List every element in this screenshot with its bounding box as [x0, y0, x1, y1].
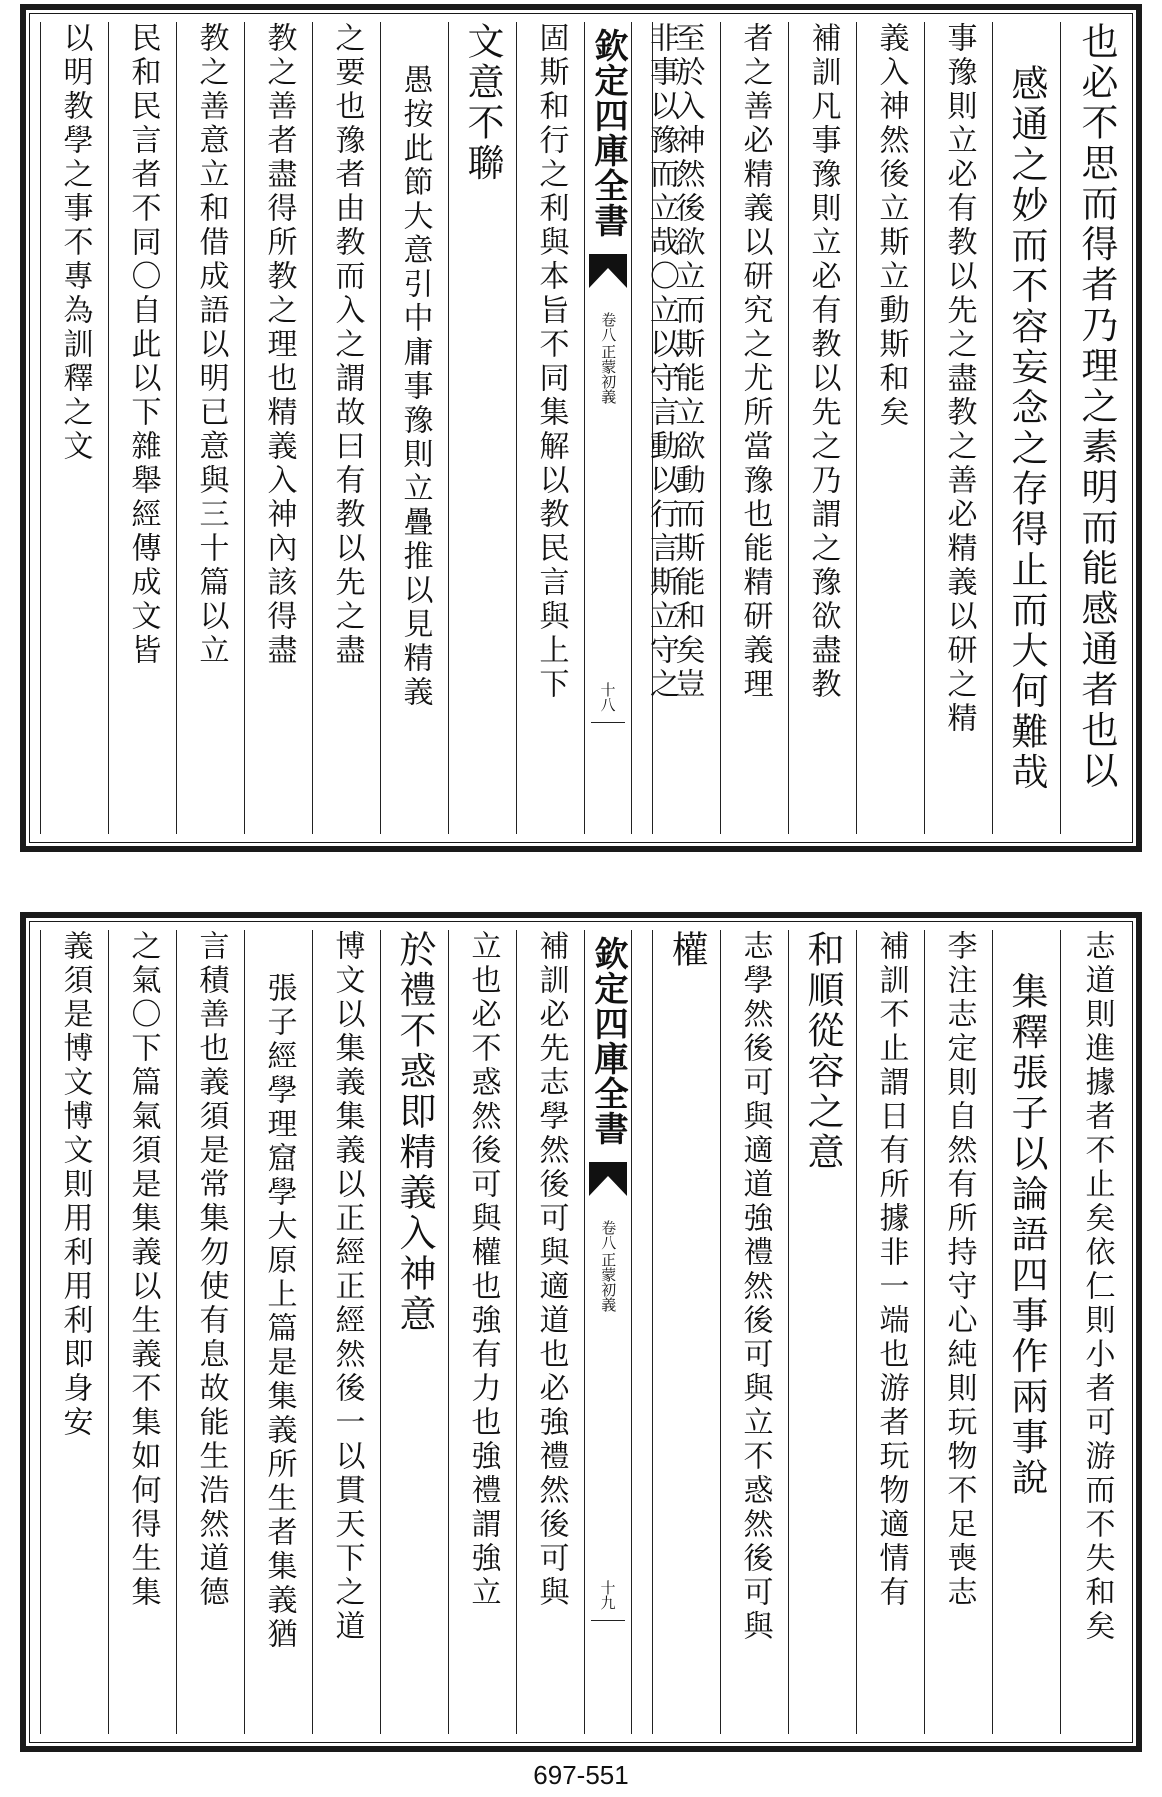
volume-label [600, 312, 617, 404]
column-text: 立也必不惑然後可與權也強有力也強禮謂強立 [465, 930, 501, 1610]
volume-line: 卷八 [599, 1220, 618, 1250]
column [992, 22, 1060, 834]
column [40, 22, 108, 834]
column-text: 李注志定則自然有所持守心純則玩物不足喪志 [941, 930, 977, 1610]
column-text: 之氣〇下篇氣須是集義以生義不集如何得生集 [125, 930, 161, 1610]
column [720, 930, 788, 1734]
column [380, 930, 448, 1734]
leaf-number: 十八 [598, 682, 617, 712]
column [176, 22, 244, 834]
volume-line: 卷八 [599, 312, 618, 342]
column-text: 也必不思而得者乃理之素明而能感通者也以 [1075, 22, 1118, 792]
column-text: 者之善必精義以研究之尤所當豫也能精研義理 [737, 22, 773, 702]
column-text: 於禮不惑即精義入神意 [393, 930, 436, 1335]
top-page [20, 4, 1142, 852]
volume-line: 正蒙初義 [599, 1252, 618, 1312]
column-text: 言積善也義須是常集勿使有息故能生浩然道德 [193, 930, 229, 1610]
column-text: 義入神然後立斯立動斯和矣 [873, 22, 909, 430]
column-text: 權 [665, 930, 708, 971]
column [788, 22, 856, 834]
column-text: 愚按此節大意引中庸事豫則立疊推以見精義 [397, 64, 433, 710]
column-text: 以明教學之事不專為訓釋之文 [57, 22, 93, 464]
fish-tail-mark-icon [589, 1162, 627, 1196]
fish-tail-mark-icon [589, 254, 627, 288]
column-text: 感通之妙而不容妄念之存得止而大何難哉 [1005, 64, 1048, 793]
column-text: 補訓必先志學然後可與適道也必強禮然後可與 [533, 930, 569, 1610]
column-text: 教之善意立和借成語以明已意與三十篇以立 [193, 22, 229, 668]
column-text: 博文以集義集義以正經正經然後一以貫天下之道 [329, 930, 365, 1644]
column [380, 22, 448, 834]
column [632, 22, 690, 834]
column [244, 22, 312, 834]
column [856, 22, 924, 834]
column-text: 義須是博文博文則用利用利即身安 [57, 930, 93, 1440]
column [652, 930, 720, 1734]
column-text: 固斯和行之利與本旨不同集解以教民言與上下 [533, 22, 569, 702]
column-text: 教之善者盡得所教之理也精義入神內該得盡 [261, 22, 297, 668]
column-text: 之要也豫者由教而入之謂故曰有教以先之盡 [329, 22, 365, 668]
column [992, 930, 1060, 1734]
column-text: 至於入神然後欲立而斯能立欲動而斯能和矣豈 [669, 22, 705, 702]
bottom-page [20, 912, 1142, 1752]
column-text: 事豫則立必有教以先之盡教之善必精義以研之精 [941, 22, 977, 736]
book-title: 欽定四庫全書 [588, 936, 628, 1146]
divider [591, 1620, 625, 1621]
column-text: 志道則進據者不止矣依仁則小者可游而不失和矣 [1079, 930, 1115, 1644]
divider [591, 722, 625, 723]
center-gutter [584, 930, 632, 1734]
column [1060, 930, 1132, 1734]
column-text: 文意不聯 [461, 22, 504, 184]
column-text: 志學然後可與適道強禮然後可與立不惑然後可與 [737, 930, 773, 1644]
column [244, 930, 312, 1734]
column-text: 補訓凡事豫則立必有教以先之乃謂之豫欲盡教 [805, 22, 841, 702]
page-number: 697-551 [533, 1760, 629, 1790]
column [788, 930, 856, 1734]
column [632, 930, 652, 1734]
column [924, 22, 992, 834]
column-text: 民和民言者不同〇自此以下雜舉經傳成文皆 [125, 22, 161, 668]
leaf-number: 十九 [598, 1580, 617, 1610]
center-gutter [584, 22, 632, 834]
column [516, 22, 584, 834]
column [448, 22, 516, 834]
book-title: 欽定四庫全書 [588, 28, 628, 238]
column-text: 張子經學理窟學大原上篇是集義所生者集義猶 [261, 972, 297, 1652]
volume-line: 正蒙初義 [599, 344, 618, 404]
column [720, 22, 788, 834]
column [108, 930, 176, 1734]
column-text: 補訓不止謂日有所據非一端也游者玩物適情有 [873, 930, 909, 1610]
column [1060, 22, 1132, 834]
column [312, 22, 380, 834]
column-text: 非事以豫而立哉〇立以守言動以行言斯立守之 [644, 22, 679, 702]
column [856, 930, 924, 1734]
column [516, 930, 584, 1734]
column-text: 集釋張子以論語四事作兩事說 [1005, 972, 1048, 1499]
column [312, 930, 380, 1734]
column-text: 和順從容之意 [801, 930, 844, 1173]
volume-label [600, 1220, 617, 1312]
column [924, 930, 992, 1734]
column [108, 22, 176, 834]
column [40, 930, 108, 1734]
column [448, 930, 516, 1734]
column [176, 930, 244, 1734]
